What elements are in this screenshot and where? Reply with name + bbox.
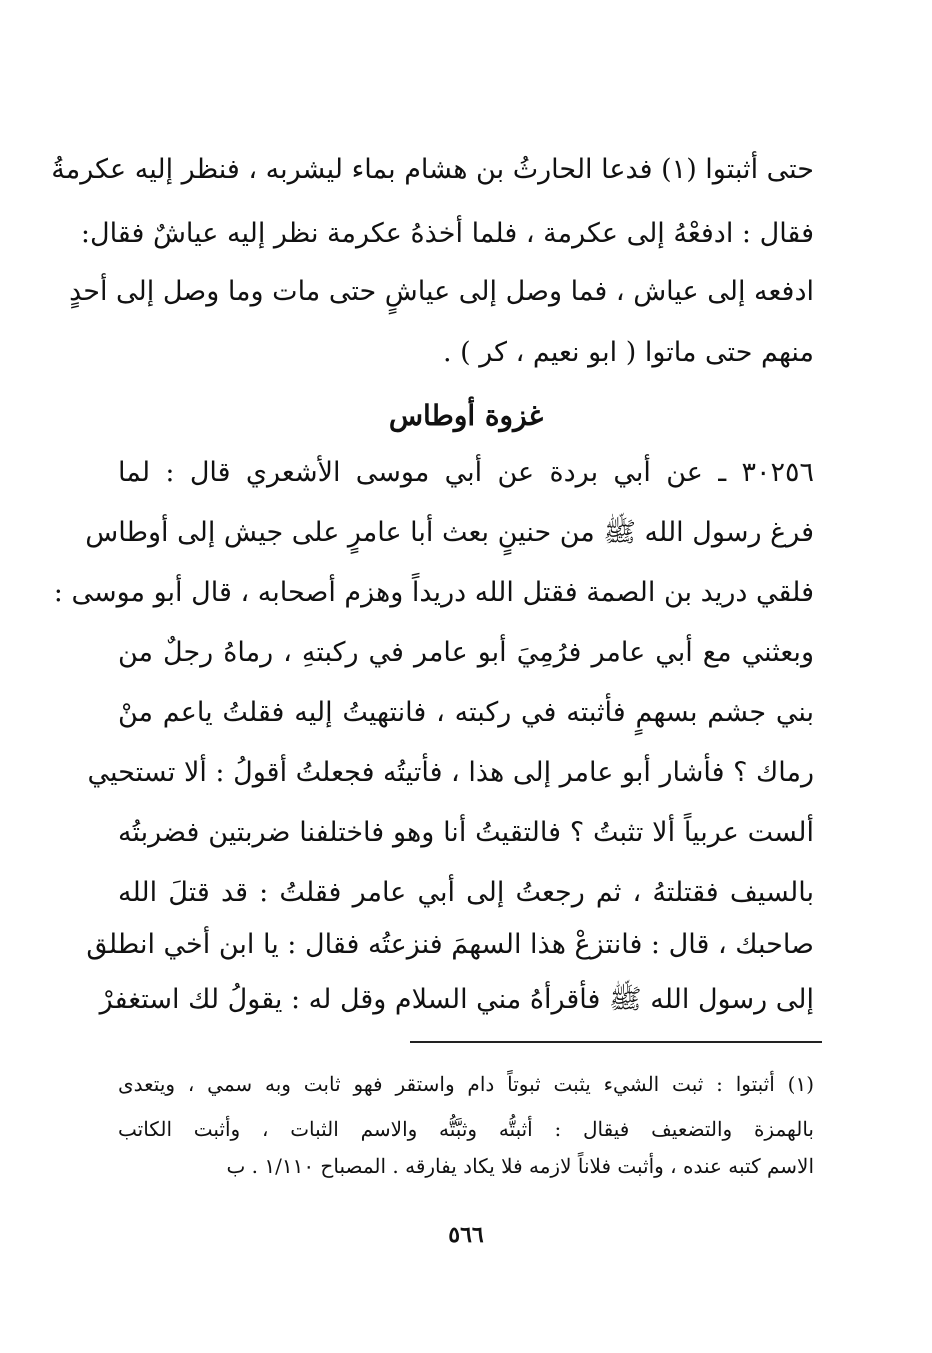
hadith-line-6: رماك ؟ فأشار أبو عامر إلى هذا ، فأتيتُه فجعلتُ أقولُ : ألا تستحيي [87,757,814,788]
section-title: غزوة أوطاس [388,399,544,432]
hadith-line-7: ألست عربياً ألا تثبتُ ؟ فالتقيتُ أنا وهو فاختلفنا ضربتين فضربتُه [118,817,814,848]
body-line-3: ادفعه إلى عياش ، فما وصل إلى عياشٍ حتى مات وما وصل إلى أحدٍ [69,276,814,307]
hadith-line-3: فلقي دريد بن الصمة فقتل الله دريداً وهزم أصحابه ، قال أبو موسى : [53,577,814,608]
hadith-line-5: بني جشم بسهمٍ فأثبته في ركبته ، فانتهيتُ إليه فقلتُ ياعم منْ [118,697,814,728]
footnote-line-2: بالهمزة والتضعيف فيقال : أثبتُّه وثبَّتُّه والاسم الثبات ، وأثبت الكاتب [118,1117,814,1141]
hadith-line-2: فرغ رسول الله ﷺ من حنينٍ بعث أبا عامرٍ على جيش إلى أوطاس [85,517,814,548]
page-number: ٥٦٦ [448,1222,484,1248]
hadith-line-8: بالسيف فقتلتهُ ، ثم رجعتُ إلى أبي عامر فقلتُ : قد قتلَ الله [118,877,814,908]
footnote-separator [410,1041,822,1043]
body-line-4: منهم حتى ماتوا ( ابو نعيم ، كر ) . [443,337,814,368]
body-line-1: حتى أثبتوا (١) فدعا الحارثُ بن هشام بماء ليشربه ، فنظر إليه عكرمةُ [51,154,814,185]
hadith-line-4: وبعثني مع أبي عامر فرُمِيَ أبو عامر في ركبتهِ ، رماهُ رجلٌ من [118,637,814,668]
hadith-line-1: ٣٠٢٥٦ ـ عن أبي بردة عن أبي موسى الأشعري قال : لما [118,457,814,488]
body-line-2: فقال : ادفعْهُ إلى عكرمة ، فلما أخذهُ عكرمة نظر إليه عياشٌ فقال: [80,218,814,249]
hadith-line-9: صاحبك ، قال : فانتزعْ هذا السهمَ فنزعتُه فقال : يا ابن أخي انطلق [86,929,814,960]
footnote-line-1: (١) أثبتوا : ثبت الشيء يثبت ثبوتاً دام واستقر فهو ثابت وبه سمي ، ويتعدى [118,1072,814,1096]
footnote-line-3: الاسم كتبه عنده ، وأثبت فلاناً لازمه فلا يكاد يفارقه . المصباح ١/١١٠ . ب [226,1154,814,1178]
hadith-line-10: إلى رسول الله ﷺ فأقرأهُ مني السلام وقل له : يقولُ لك استغفرْ [99,984,814,1015]
